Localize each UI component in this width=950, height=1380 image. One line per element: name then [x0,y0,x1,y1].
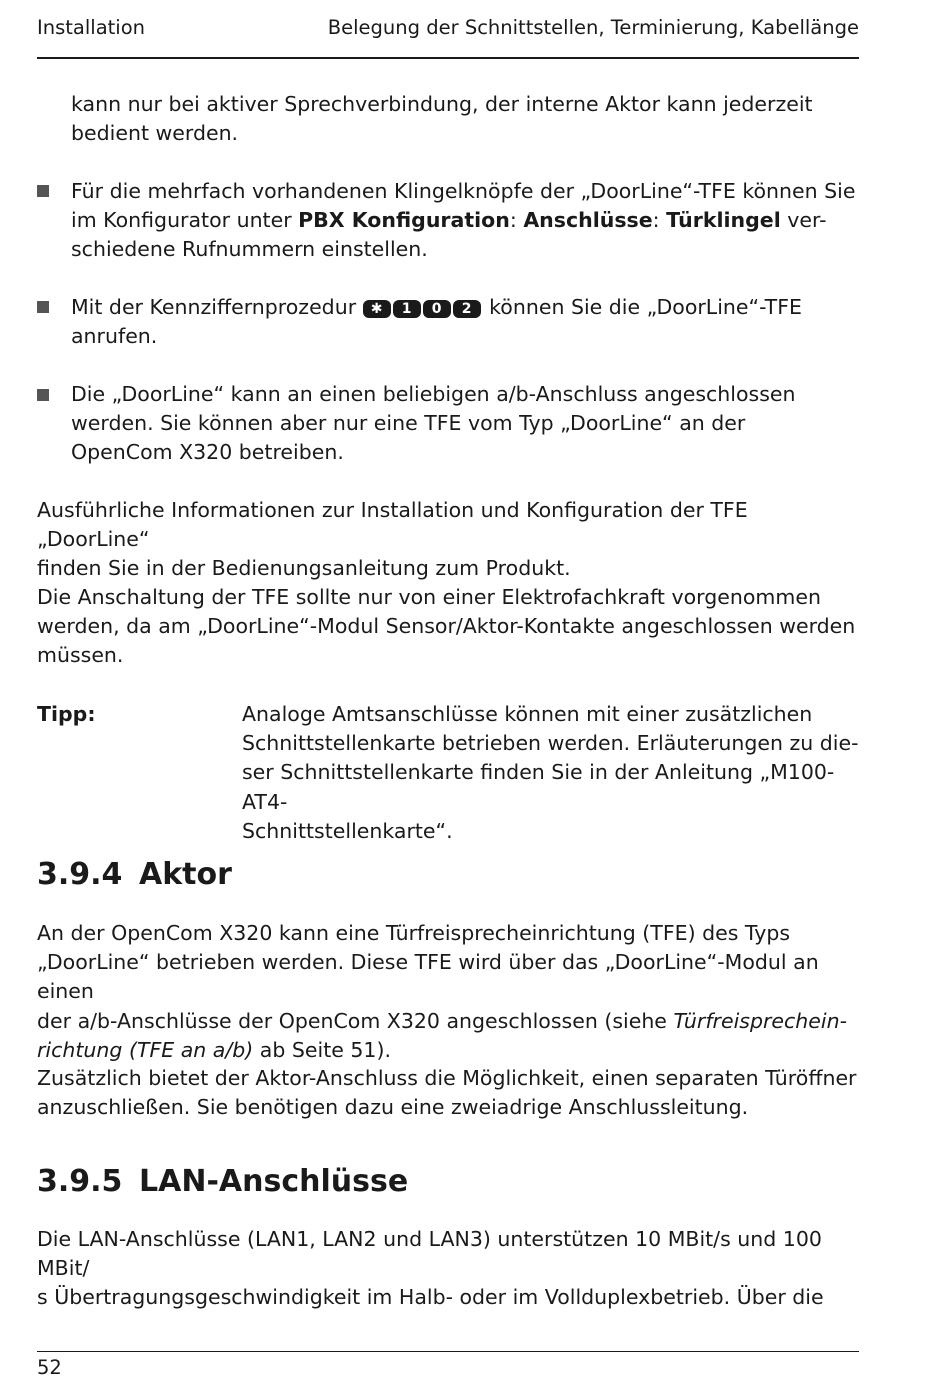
page-number: 52 [37,1356,62,1379]
text-line: Zusätzlich bietet der Aktor-Anschluss die Möglichkeit, einen separaten Türöffner [37,1066,857,1090]
text-line: finden Sie in der Bedienungsanleitung zum Produkt. [37,556,571,581]
paragraph-aktor-intro [37,919,859,1065]
text-line: Die Anschaltung der TFE sollte nur von einer Elektrofachkraft vorgenommen [37,585,821,609]
bullet-marker [37,389,49,401]
text-span: ver- [780,208,827,233]
text-line: s Übertragungsgeschwindigkeit im Halb- oder im Vollduplexbetrieb. Über die [37,1285,824,1310]
text-line: schiedene Rufnummern einstellen. [71,237,428,262]
bullet-item-ring-buttons [71,177,859,265]
header-section-title: Belegung der Schnittstellen, Terminierung, Kabellänge [327,16,859,39]
paragraph-more-info [37,496,859,584]
text-line: ser Schnittstellenkarte finden Sie in der Anleitung „M100-AT4- [242,760,835,814]
menu-path-doorbell: Türklingel [666,208,781,233]
text-line [71,206,859,235]
text-line [71,293,859,322]
section-heading-aktor [37,857,232,893]
document-page [37,0,859,1378]
footer-rule [37,1351,859,1352]
text-line: werden, da am „DoorLine“-Modul Sensor/Aktor-Kontakte angeschlossen werden [37,614,856,639]
text-line: „DoorLine“ betrieben werden. Diese TFE wird über das „DoorLine“-Modul an einen [37,950,819,1004]
bullet-continuation [71,90,859,148]
menu-path-pbx-config: PBX Konfiguration [298,208,510,233]
section-heading-lan [37,1164,408,1200]
text-line: An der OpenCom X320 kann eine Türfreisprecheinrichtung (TFE) des Typs [37,921,791,945]
text-span: Mit der Kennziffernprozedur [71,295,363,319]
text-line: kann nur bei aktiver Sprechverbindung, der interne Aktor kann jederzeit [71,92,813,116]
key-2-icon: 2 [453,300,481,318]
paragraph-electrician-note [37,583,859,671]
key-0-icon: 0 [423,300,451,318]
text-line: Die „DoorLine“ kann an einen beliebigen a/b-Anschluss angeschlossen [71,382,796,406]
section-number: 3.9.4 [37,857,123,892]
section-title: Aktor [139,857,232,892]
header-rule [37,57,859,59]
bullet-item-ab-port [71,380,859,468]
text-line: OpenCom X320 betreiben. [71,440,344,465]
running-header [37,14,859,44]
text-line: Für die mehrfach vorhandenen Klingelknöpfe der „DoorLine“-TFE können Sie [71,179,856,203]
paragraph-lan-intro [37,1225,859,1313]
text-line: müssen. [37,643,124,668]
tip-label: Tipp: [37,702,96,726]
paragraph-aktor-door-opener [37,1064,859,1122]
key-star-icon: ✱ [363,300,391,318]
text-line: Die LAN-Anschlüsse (LAN1, LAN2 und LAN3) unterstützen 10 MBit/s und 100 MBit/ [37,1227,822,1281]
cross-reference-link[interactable]: Türfreisprechein- [673,1008,847,1033]
text-line [37,1036,859,1065]
header-chapter: Installation [37,16,146,39]
bullet-marker [37,185,49,197]
bullet-marker [37,301,49,313]
bullet-item-code-procedure [71,293,859,351]
section-number: 3.9.5 [37,1164,123,1199]
text-line: Schnittstellenkarte“. [242,818,453,843]
text-line: Analoge Amtsanschlüsse können mit einer zusätzlichen [242,702,813,726]
text-line: Ausführliche Informationen zur Installation und Konfiguration der TFE „DoorLine“ [37,498,748,552]
text-line [37,1007,859,1036]
text-line: werden. Sie können aber nur eine TFE vom Typ „DoorLine“ an der [71,411,746,436]
separator: : [652,208,667,233]
menu-path-ports: Anschlüsse [523,208,653,233]
tip-text [242,700,859,846]
text-line: anrufen. [71,324,158,349]
text-span: können Sie die „DoorLine“-TFE [482,295,802,319]
cross-reference-link[interactable]: richtung (TFE an a/b) [37,1037,254,1062]
key-1-icon: 1 [393,300,421,318]
text-span: im Konfigurator unter [71,208,299,233]
separator: : [509,208,524,233]
text-span: ab Seite 51). [253,1037,391,1062]
text-line: Schnittstellenkarte betrieben werden. Erläuterungen zu die- [242,731,859,756]
text-span: der a/b-Anschlüsse der OpenCom X320 angeschlossen (siehe [37,1008,674,1033]
text-line: anzuschließen. Sie benötigen dazu eine zweiadrige Anschlussleitung. [37,1095,749,1120]
text-line: bedient werden. [71,121,239,146]
section-title: LAN-Anschlüsse [139,1164,409,1199]
